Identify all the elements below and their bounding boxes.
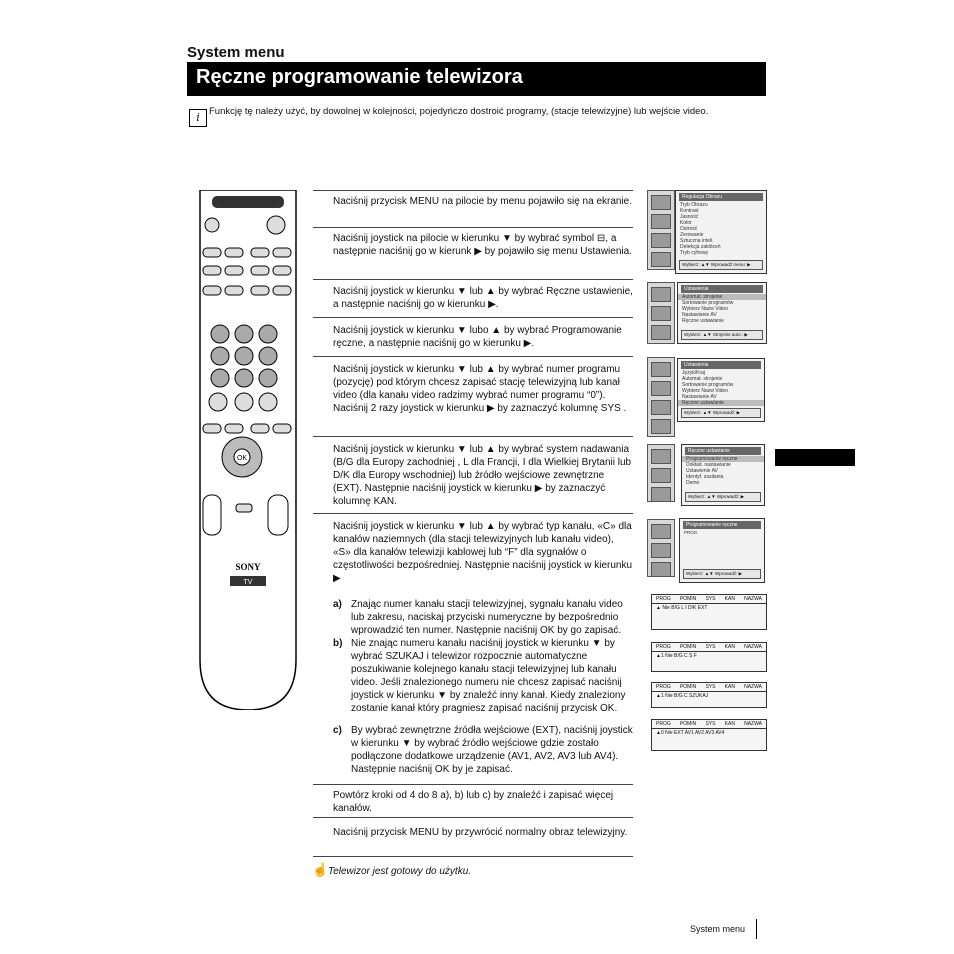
menu-header: Programowanie ręczne xyxy=(683,521,761,529)
step-8b-label: b) xyxy=(333,638,343,649)
divider xyxy=(313,317,633,318)
step-8c-text: By wybrać zewnętrzne źródła wejściowe (EXT), naciśnij joystick w kierunku ▼ by wybrać źródło wejściowe gdzie zostało podłączone dodatkowe urządzenie (AV1, AV2, AV3 lub AV4). Następnie naciśnij OK by je zapisać. xyxy=(351,725,633,775)
remote-illustration xyxy=(198,190,298,710)
divider xyxy=(313,190,633,191)
divider xyxy=(313,436,633,437)
table-row: ▲1 Nie B/G C S F xyxy=(656,653,697,659)
footer-divider xyxy=(756,919,757,939)
divider xyxy=(313,356,633,357)
menu-icon-strip xyxy=(647,519,675,577)
prog-table-ext xyxy=(651,719,767,751)
menu-line: Ręczne ustawianie xyxy=(678,400,764,406)
table-header: PROG POMIN SYS KAN NAZWA xyxy=(652,720,766,729)
menu-screen-manual-programming xyxy=(679,518,765,583)
svg-text:OK: OK xyxy=(236,455,248,462)
step-8c xyxy=(333,724,633,775)
table-row: ▲1 Nie B/G C SZUKAJ xyxy=(656,693,709,699)
step-10: Naciśnij przycisk MENU by przywrócić normalny obraz telewizyjny. xyxy=(333,827,628,838)
menu-footer: Wybierz: ▲▼ Wprowadź: ▶ xyxy=(683,569,761,579)
ready-note: Telewizor jest gotowy do użytku. xyxy=(328,866,472,877)
menu-line: Demo xyxy=(686,480,700,486)
step-4: Naciśnij joystick w kierunku ▼ lubo ▲ by wybrać Programowanie ręczne, a następnie naciśnij go w kierunku ▶. xyxy=(333,325,622,349)
menu-line: Tryb Obrazu xyxy=(680,202,708,208)
svg-text:TV: TV xyxy=(243,579,253,586)
step-5: Naciśnij joystick w kierunku ▼ lub ▲ by wybrać numer programu (pozycję) pod którym chcesz zapisać stację telewizyjną lub kanał video (dla kanału video radzimy wybrać numer programu “0”). Naciśnij 2 razy joystick w kierunku ▶ by zaznaczyć kolumnę SYS . xyxy=(333,364,627,414)
menu-header: Ręczne ustawianie xyxy=(685,447,761,455)
divider xyxy=(313,279,633,280)
divider xyxy=(313,817,633,818)
table-row: ▲0 Nie EXT AV1 AV2 AV3 AV4 xyxy=(656,730,725,736)
menu-icon-strip xyxy=(647,444,675,502)
menu-line: Programowanie ręczne xyxy=(682,456,764,462)
menu-header: Regulacja Obrazu xyxy=(679,193,763,201)
step-8b xyxy=(333,637,633,714)
table-header: PROG POMIN SYS KAN NAZWA xyxy=(652,595,766,604)
step-8a-label: a) xyxy=(333,599,342,610)
prog-table-kan xyxy=(651,642,767,672)
menu-line: Detekcja zakłóceń xyxy=(680,244,721,250)
prog-table-search xyxy=(651,682,767,708)
menu-footer: Wybierz: ▲▼ Wprowadź menu: ▶ xyxy=(679,260,763,270)
page-footer: System menu xyxy=(690,924,746,934)
menu-line: Nastawianie AV xyxy=(682,394,717,400)
menu-line: Automat. strojenie xyxy=(682,376,723,382)
menu-line: Sortowanie programów xyxy=(682,382,734,388)
menu-icon-strip xyxy=(647,282,675,344)
info-icon: i xyxy=(189,109,207,127)
menu-screen-picture xyxy=(675,190,767,274)
step-7: Naciśnij joystick w kierunku ▼ lub ▲ by wybrać typ kanału, «C» dla kanałów naziemnych (dla stacji telewizyjnych lub kanału video), «S» dla kanałów telewizji kablowej lub “F” dla sygnałów o częstotliwości bezpośredniej. Następnie naciśnij joystick w kierunku ▶ xyxy=(333,521,633,584)
menu-header: Ustawienia xyxy=(681,361,761,369)
menu-line: Identyf. zasilania xyxy=(686,474,724,480)
table-header: PROG POMIN SYS KAN NAZWA xyxy=(652,683,766,692)
intro-text: Funkcję tę należy użyć, by dowolnej w kolejności, pojedyńczo dostroić programy, (stacje telewizyjne) lub wejście video. xyxy=(209,106,709,117)
step-8a-text: Znając numer kanału stacji telewizyjnej, sygnału kanału video lub zakresu, naciskaj przyciski numeryczne by bezpośrednio wprowadzić ten numer. Następnie naciśnij OK by go zapisać. xyxy=(351,599,623,636)
step-8b-text: Nie znając numeru kanału naciśnij joystick w kierunku ▼ by wybrać SZUKAJ i telewizor rozpocznie automatyczne poszukiwanie kolejnego kanału stacji telewizyjnej lub kanału video. Jeśli znalezionego numeru nie chcesz zapisać naciśnij joystick w kierunku ▼ by znaleźć inny kanał. Kiedy znaleziony zostanie kanał który pragniesz zapisać naciśnij przycisk OK. xyxy=(351,638,626,714)
menu-line: Wybierz Nazw Video xyxy=(682,306,728,312)
menu-line: Kolor xyxy=(680,220,692,226)
divider xyxy=(313,784,633,785)
step-8a xyxy=(333,598,633,636)
menu-line: Jasność xyxy=(680,214,699,220)
svg-text:SONY: SONY xyxy=(235,562,261,572)
menu-icon-strip xyxy=(647,357,675,437)
remote-control xyxy=(198,190,298,710)
divider xyxy=(313,856,633,857)
menu-line: Ostrość xyxy=(680,226,698,232)
menu-footer: Wybierz: ▲▼ Wprowadź: ▶ xyxy=(685,492,761,502)
side-tab xyxy=(775,449,855,466)
menu-line: Tryb cyfrowy xyxy=(680,250,709,256)
section-label: System menu xyxy=(187,44,285,61)
divider xyxy=(313,227,633,228)
step-8c-label: c) xyxy=(333,725,342,736)
step-9: Powtórz kroki od 4 do 8 a), b) lub c) by znaleźć i zapisać więcej kanałów. xyxy=(333,790,614,814)
table-row: ▲ Nie B/G L I D/K EXT xyxy=(656,605,708,611)
menu-header: Ustawienia xyxy=(681,285,763,293)
menu-line: Sortowanie programów xyxy=(682,300,734,306)
step-6: Naciśnij joystick w kierunku ▼ lub ▲ by wybrać system nadawania (B/G dla Europy zachodniej , L dla Francji, I dla Wielkiej Brytanii lub D/K dla Europy wschodniej) lub źródło wejściowe zewnętrzne (EXT). Następnie naciśnij joystick w kierunku ▶ by zaznaczyć kolumnę KAN. xyxy=(333,444,632,507)
menu-line: Sztuczna inteli. xyxy=(680,238,714,244)
hand-icon: ☝ xyxy=(312,862,329,877)
menu-footer: Wybierz: ▲▼ Wprowadź: ▶ xyxy=(681,408,761,418)
menu-line: Kontrast xyxy=(680,208,699,214)
table-header: PROG POMIN SYS KAN NAZWA xyxy=(652,643,766,652)
menu-footer: Wybierz: ▲▼ Strojenie auto.: ▶ xyxy=(681,330,763,340)
menu-line: Nastawianie AV xyxy=(682,312,717,318)
menu-line: Dokład. nastawianie xyxy=(686,462,731,468)
menu-line: Zerowanie xyxy=(680,232,704,238)
menu-line: Ustawienie AV xyxy=(686,468,718,474)
table-header: PROG xyxy=(684,530,698,535)
step-2: Naciśnij joystick na pilocie w kierunku ▼ by wybrać symbol ⊟, a następnie naciśnij go w kierunk ▶ by pojawiło się menu Ustawienia. xyxy=(333,233,632,257)
menu-line: Język/Kraj xyxy=(682,370,706,376)
menu-line: Ręczne ustawianie xyxy=(682,318,724,324)
menu-screen-manual-setup xyxy=(681,444,765,506)
prog-table-sys xyxy=(651,594,767,630)
step-1: Naciśnij przycisk MENU na pilocie by menu pojawiło się na ekranie. xyxy=(333,196,633,207)
menu-screen-settings-2 xyxy=(677,358,765,422)
page-title: Ręczne programowanie telewizora xyxy=(196,66,523,88)
menu-line: Automat. strojenie xyxy=(678,294,766,300)
divider xyxy=(313,513,633,514)
menu-icon-strip xyxy=(647,190,675,270)
menu-line: Wybierz Nazw Video xyxy=(682,388,728,394)
menu-screen-settings xyxy=(677,282,767,344)
step-3: Naciśnij joystick w kierunku ▼ lub ▲ by wybrać Ręczne ustawienie, a następnie naciśnij go w kierunku ▶. xyxy=(333,286,633,310)
